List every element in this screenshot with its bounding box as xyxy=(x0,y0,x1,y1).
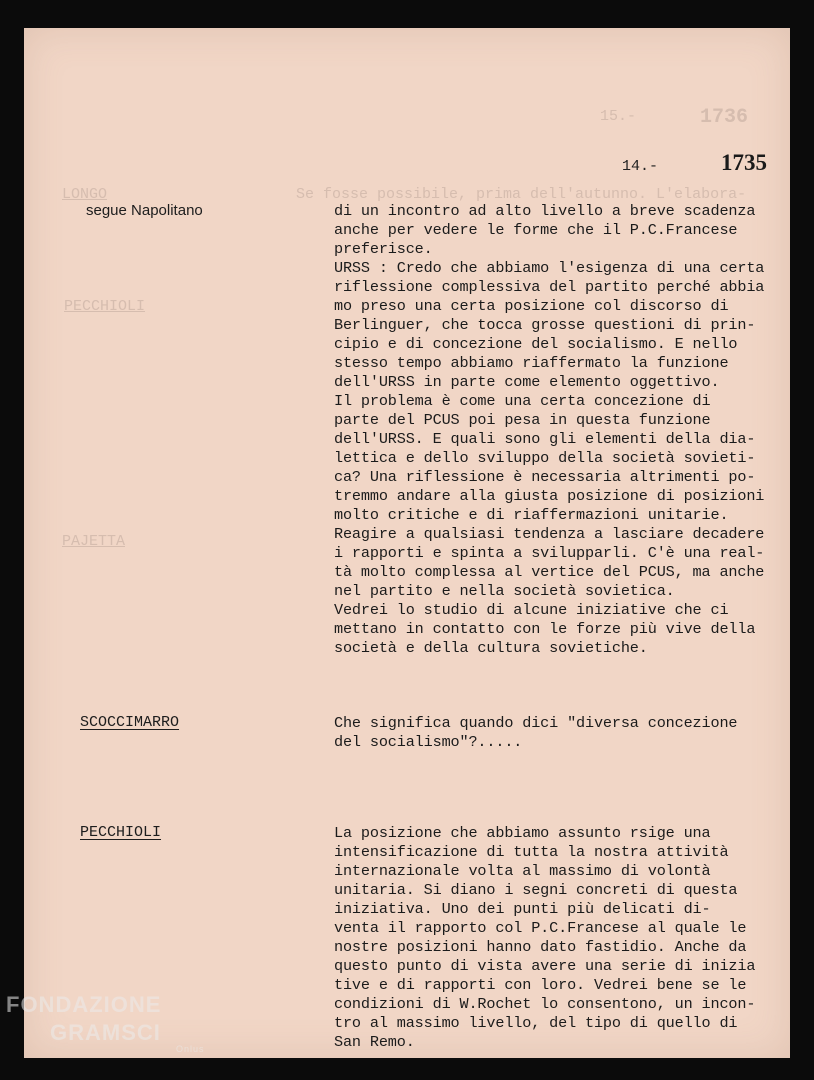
text-line: molto critiche e di riaffermazioni unitarie. xyxy=(334,506,729,524)
text-line: questo punto di vista avere una serie di inizia xyxy=(334,957,756,975)
text-line: anche per vedere le forme che il P.C.Francese xyxy=(334,221,738,239)
text-line: venta il rapporto col P.C.Francese al quale le xyxy=(334,919,747,937)
text-line: tà molto complessa al vertice del PCUS, ma anche xyxy=(334,563,765,581)
bleed-page-small: 15.- xyxy=(600,108,637,125)
text-line: dell'URSS in parte come elemento oggettivo. xyxy=(334,373,720,391)
fondazione-gramsci-watermark xyxy=(6,992,205,1054)
text-line: Il problema è come una certa concezione di xyxy=(334,392,711,410)
page-index: 14.- xyxy=(622,158,659,175)
text-line: società e della cultura sovietiche. xyxy=(334,639,648,657)
text-line: ca? Una riflessione è necessaria altrimenti po- xyxy=(334,468,756,486)
text-line: del socialismo"?..... xyxy=(334,733,523,751)
speech-text xyxy=(334,824,784,1052)
text-line: Vedrei lo studio di alcune iniziative che ci xyxy=(334,601,729,619)
text-line: i rapporti e spinta a svilupparli. C'è una real- xyxy=(334,544,765,562)
text-line: cipio e di concezione del socialismo. E nello xyxy=(334,335,738,353)
text-line: dell'URSS. E quali sono gli elementi della dia- xyxy=(334,430,756,448)
text-line: Reagire a qualsiasi tendenza a lasciare decadere xyxy=(334,525,765,543)
text-line: riflessione complessiva del partito perché abbia xyxy=(334,278,765,296)
text-line: Che significa quando dici "diversa concezione xyxy=(334,714,738,732)
bleed-name-2: PECCHIOLI xyxy=(64,298,146,315)
text-line: mettano in contatto con le forze più vive della xyxy=(334,620,756,638)
text-line: tro al massimo livello, del tipo di quello di xyxy=(334,1014,738,1032)
text-line: unitaria. Si diano i segni concreti di questa xyxy=(334,881,738,899)
bleed-name-3: PAJETTA xyxy=(62,533,126,550)
text-line: nel partito e nella società sovietica. xyxy=(334,582,675,600)
text-line: URSS : Credo che abbiamo l'esigenza di una certa xyxy=(334,259,765,277)
page-number: 1735 xyxy=(721,150,767,175)
watermark-line-3: Onlus xyxy=(176,1044,205,1054)
watermark-line-2: GRAMSCI xyxy=(50,1020,161,1045)
text-line: preferisce. xyxy=(334,240,433,258)
text-line: tremmo andare alla giusta posizione di posizioni xyxy=(334,487,765,505)
speaker-label: SCOCCIMARRO xyxy=(80,714,180,731)
text-line: intensificazione di tutta la nostra attività xyxy=(334,843,729,861)
text-line: stesso tempo abbiamo riaffermato la funzione xyxy=(334,354,729,372)
text-line: La posizione che abbiamo assunto rsige una xyxy=(334,824,711,842)
speech-text xyxy=(334,714,784,752)
speaker-label: segue Napolitano xyxy=(86,202,203,219)
bleed-text-line: Se fosse possibile, prima dell'autunno. L'elabora- xyxy=(296,186,747,203)
text-line: di un incontro ad alto livello a breve scadenza xyxy=(334,202,756,220)
text-line: condizioni di W.Rochet lo consentono, un incon- xyxy=(334,995,756,1013)
document-page xyxy=(24,28,790,1058)
text-line: lettica e dello sviluppo della società sovieti- xyxy=(334,449,756,467)
text-line: internazionale volta al massimo di volontà xyxy=(334,862,711,880)
text-line: tive e di rapporti con loro. Vedrei bene se le xyxy=(334,976,747,994)
text-line: parte del PCUS poi pesa in questa funzione xyxy=(334,411,711,429)
text-line: San Remo. xyxy=(334,1033,415,1051)
text-line: mo preso una certa posizione col discorso di xyxy=(334,297,729,315)
speech-text xyxy=(334,202,784,658)
text-line: nostre posizioni hanno dato fastidio. Anche da xyxy=(334,938,747,956)
bleed-name-1: LONGO xyxy=(62,186,108,203)
speaker-label: PECCHIOLI xyxy=(80,824,162,841)
bleed-page-number: 1736 xyxy=(700,106,749,129)
watermark-line-1: FONDAZIONE xyxy=(6,992,162,1017)
text-line: iniziativa. Uno dei punti più delicati di- xyxy=(334,900,711,918)
text-line: Berlinguer, che tocca grosse questioni di prin- xyxy=(334,316,756,334)
